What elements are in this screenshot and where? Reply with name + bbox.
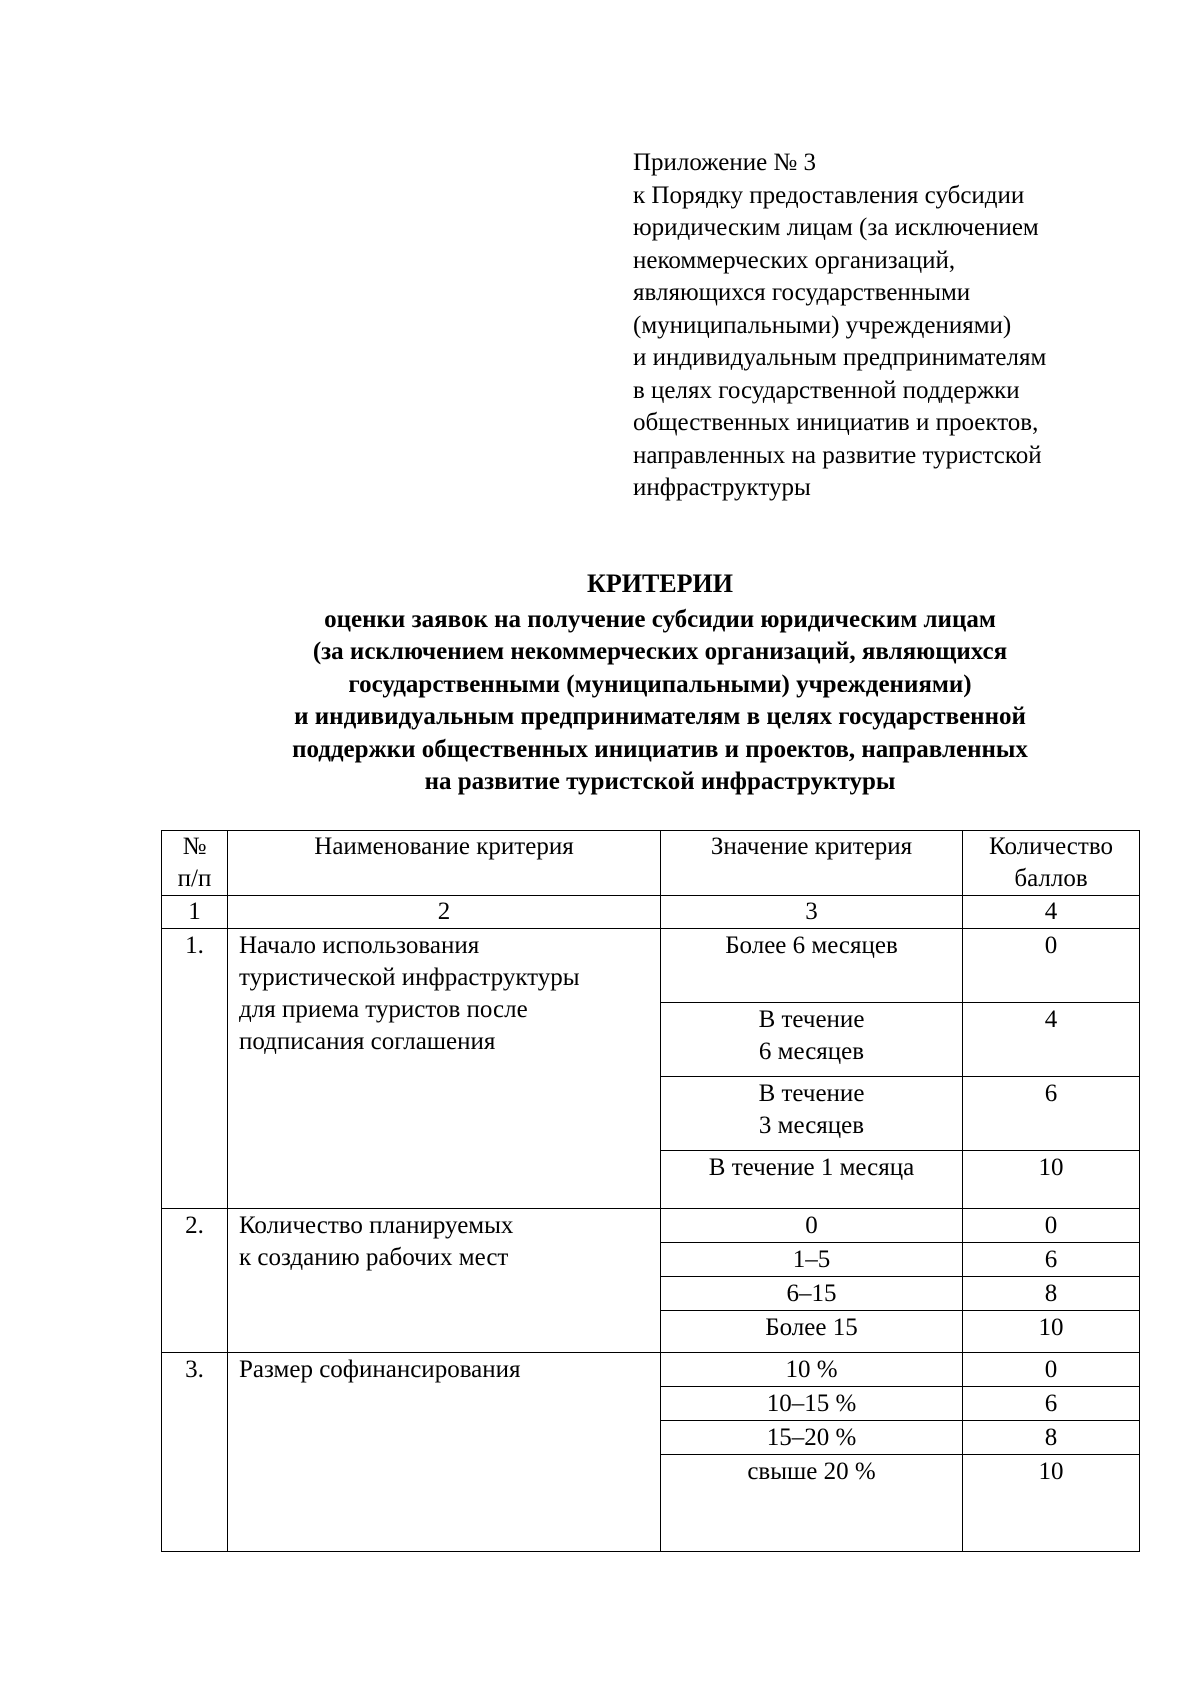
criterion-value: 6–15 (661, 1277, 963, 1311)
table-row (162, 1353, 1140, 1387)
criterion-points: 6 (963, 1243, 1140, 1277)
criterion-points: 0 (963, 1353, 1140, 1387)
criterion-points: 8 (963, 1421, 1140, 1455)
appendix-line: Приложение № 3 (633, 149, 817, 176)
criterion-points: 8 (963, 1277, 1140, 1311)
criterion-num: 1. (162, 929, 228, 1209)
criterion-value: 0 (661, 1209, 963, 1243)
appendix-line: инфраструктуры (633, 474, 811, 501)
appendix-line: направленных на развитие туристской (633, 441, 1042, 469)
appendix-line: к Порядку предоставления субсидии (633, 181, 1025, 209)
title-line: на развитие туристской инфраструктуры (424, 768, 896, 795)
criterion-value: Более 6 месяцев (661, 929, 963, 1003)
header-value: Значение критерия (661, 831, 963, 896)
header-name: Наименование критерия (228, 831, 661, 896)
criterion-name: Размер софинансирования (228, 1353, 661, 1552)
criterion-value: 1–5 (661, 1243, 963, 1277)
appendix-line: некоммерческих организаций, (633, 246, 956, 274)
appendix-line: (муниципальными) учреждениями) (633, 311, 1012, 339)
header-points: Количество баллов (963, 831, 1140, 896)
criterion-points: 0 (963, 1209, 1140, 1243)
title-line: и индивидуальным предпринимателям в целях государственной (294, 703, 1026, 730)
appendix-line: юридическим лицам (за исключением (633, 214, 1039, 241)
header-num: № п/п (162, 831, 228, 896)
index-cell: 2 (228, 896, 661, 929)
index-cell: 3 (661, 896, 963, 929)
index-row (162, 896, 1140, 929)
appendix-line: и индивидуальным предпринимателям (633, 344, 1047, 371)
appendix-line: в целях государственной поддержки (633, 376, 1020, 404)
criterion-value: В течение 6 месяцев (661, 1003, 963, 1077)
criterion-value: 10–15 % (661, 1387, 963, 1421)
criterion-points: 6 (963, 1077, 1140, 1151)
appendix-line: являющихся государственными (633, 279, 971, 306)
title-line: оценки заявок на получение субсидии юридическим лицам (324, 605, 996, 633)
criterion-points: 6 (963, 1387, 1140, 1421)
title-line: (за исключением некоммерческих организаций, являющихся (312, 638, 1008, 665)
criterion-name: Начало использования туристической инфраструктуры для приема туристов после подписания соглашения (228, 929, 661, 1209)
title-line: поддержки общественных инициатив и проектов, направленных (292, 735, 1028, 763)
criterion-value: 10 % (661, 1353, 963, 1387)
index-cell: 1 (162, 896, 228, 929)
criterion-value: 15–20 % (661, 1421, 963, 1455)
criterion-name: Количество планируемых к созданию рабочих мест (228, 1209, 661, 1353)
criterion-points: 0 (963, 929, 1140, 1003)
header-row (162, 831, 1140, 896)
criterion-points: 10 (963, 1311, 1140, 1353)
criterion-points: 10 (963, 1455, 1140, 1552)
criterion-value: В течение 1 месяца (661, 1151, 963, 1209)
criterion-points: 4 (963, 1003, 1140, 1077)
criterion-value: В течение 3 месяцев (661, 1077, 963, 1151)
criterion-value: Более 15 (661, 1311, 963, 1353)
appendix-note (633, 147, 1153, 505)
criterion-num: 3. (162, 1353, 228, 1552)
criterion-points: 10 (963, 1151, 1140, 1209)
table-row (162, 1209, 1140, 1243)
appendix-line: общественных инициатив и проектов, (633, 409, 1039, 436)
criteria-table (161, 830, 1140, 1552)
title-main: КРИТЕРИИ (587, 569, 733, 598)
criterion-num: 2. (162, 1209, 228, 1353)
title-line: государственными (муниципальными) учреждениями) (348, 670, 972, 698)
criterion-value: свыше 20 % (661, 1455, 963, 1552)
document-title (160, 568, 1160, 799)
table-row (162, 929, 1140, 1003)
index-cell: 4 (963, 896, 1140, 929)
